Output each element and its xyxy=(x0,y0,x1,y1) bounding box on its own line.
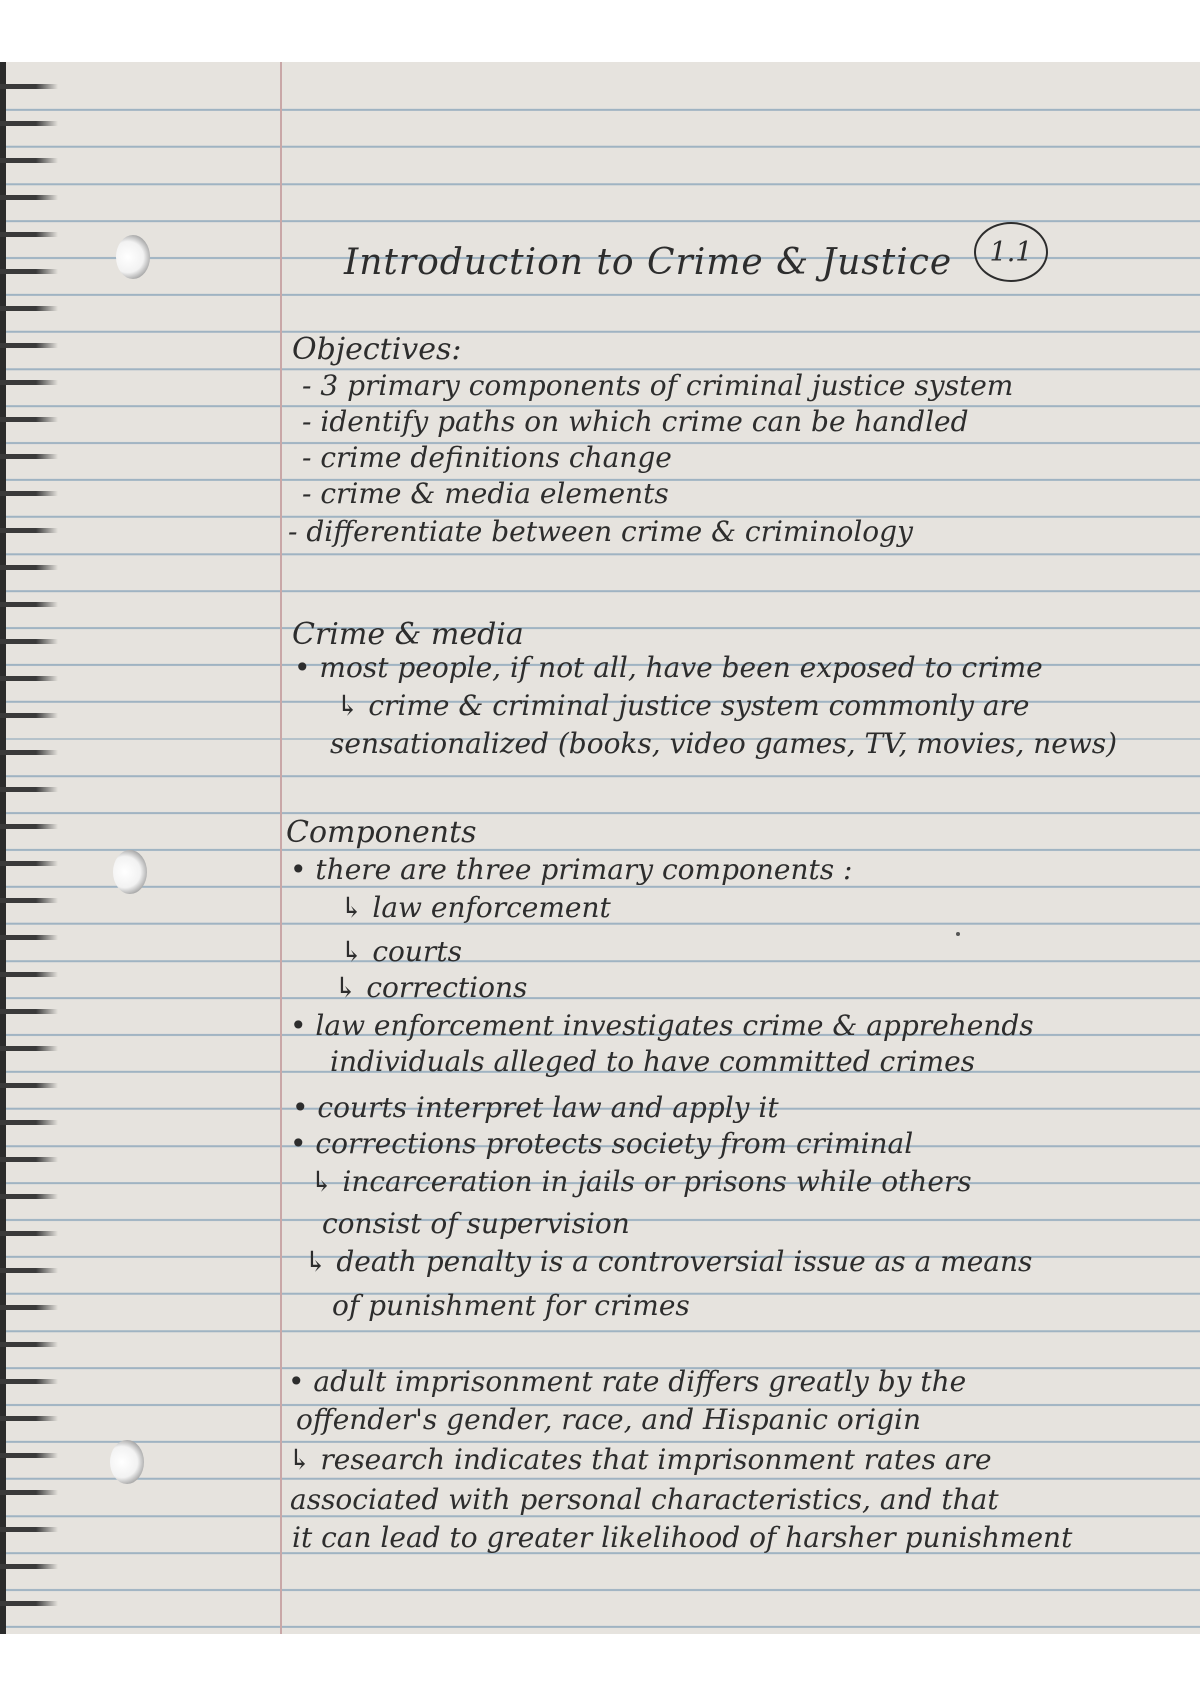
components-line: ↳ incarceration in jails or prisons while others xyxy=(310,1165,972,1198)
crime-media-line: ↳ crime & criminal justice system commonly are xyxy=(336,689,1030,722)
components-line: ↳ courts xyxy=(340,935,462,968)
components-heading: Components xyxy=(286,815,477,850)
objective-item: - 3 primary components of criminal justice system xyxy=(302,369,1014,402)
components-line: • law enforcement investigates crime & apprehends xyxy=(290,1009,1034,1042)
objective-item: - differentiate between crime & criminology xyxy=(288,515,913,548)
components-line: individuals alleged to have committed crimes xyxy=(330,1045,976,1078)
crime-media-heading: Crime & media xyxy=(292,617,524,652)
components-line: consist of supervision xyxy=(322,1207,630,1240)
components-line: • there are three primary components : xyxy=(290,853,853,886)
page-title: Introduction to Crime & Justice xyxy=(344,242,953,283)
punch-hole xyxy=(113,850,147,894)
components-line: ↳ death penalty is a controversial issue as a means xyxy=(304,1245,1033,1278)
components-line: • courts interpret law and apply it xyxy=(292,1091,779,1124)
crime-media-line: • most people, if not all, have been exposed to crime xyxy=(294,651,1043,684)
components-line: ↳ law enforcement xyxy=(340,891,611,924)
objectives-heading: Objectives: xyxy=(292,332,462,367)
components-line: ↳ corrections xyxy=(334,971,528,1004)
margin-line xyxy=(280,62,282,1634)
components-line: • corrections protects society from criminal xyxy=(290,1127,914,1160)
imprisonment-line: it can lead to greater likelihood of harsher punishment xyxy=(292,1521,1073,1554)
section-number-badge: 1.1 xyxy=(974,222,1048,282)
stray-dot xyxy=(956,932,960,936)
crime-media-line: sensationalized (books, video games, TV, movies, news) xyxy=(330,727,1118,760)
imprisonment-line: associated with personal characteristics, and that xyxy=(290,1483,999,1516)
objective-item: - identify paths on which crime can be handled xyxy=(302,405,969,438)
punch-hole xyxy=(116,235,150,279)
imprisonment-line: offender's gender, race, and Hispanic origin xyxy=(296,1403,921,1436)
imprisonment-line: • adult imprisonment rate differs greatly by the xyxy=(288,1365,967,1398)
objective-item: - crime definitions change xyxy=(302,441,672,474)
objective-item: - crime & media elements xyxy=(302,477,669,510)
punch-hole xyxy=(110,1440,144,1484)
imprisonment-line: ↳ research indicates that imprisonment rates are xyxy=(288,1443,992,1476)
components-line: of punishment for crimes xyxy=(332,1289,690,1322)
spiral-binding xyxy=(0,62,58,1634)
notebook-paper xyxy=(0,62,1200,1634)
